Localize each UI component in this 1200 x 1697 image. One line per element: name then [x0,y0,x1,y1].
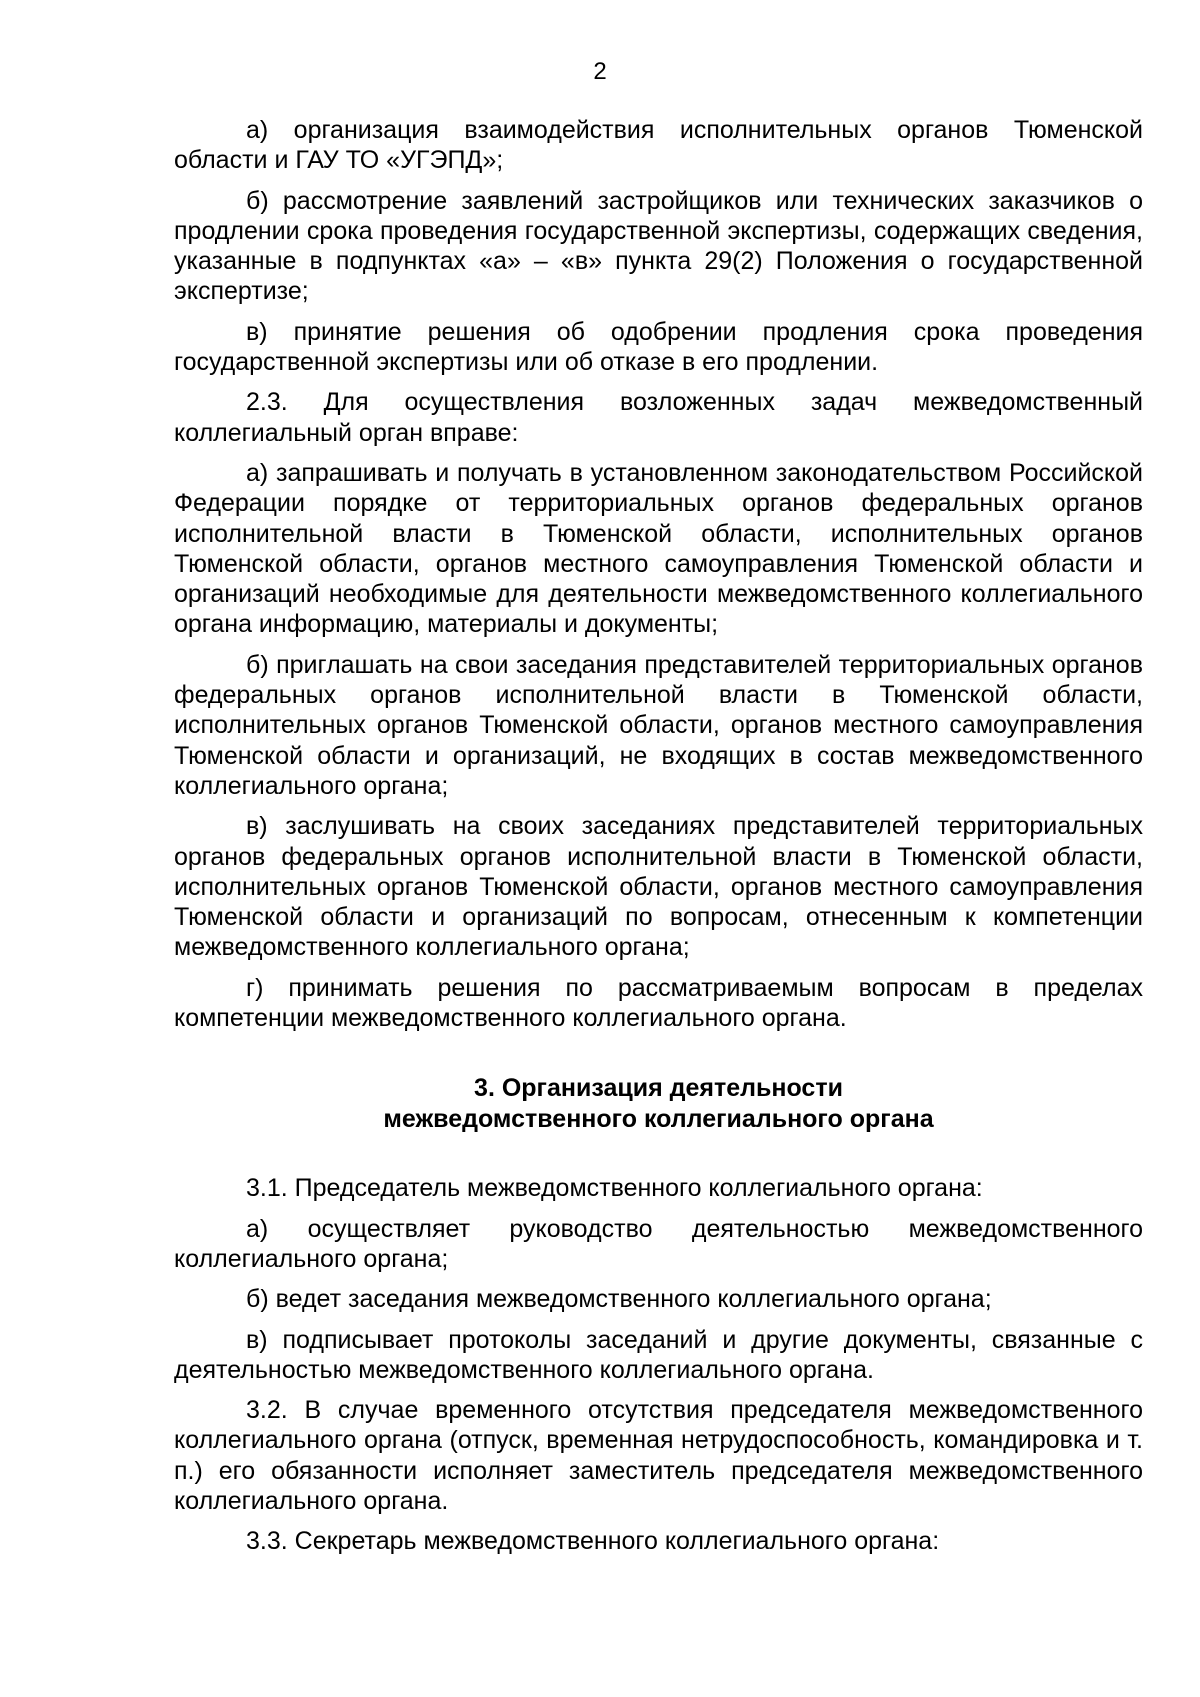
paragraph-3-2: 3.2. В случае временного отсутствия председателя межведомственного коллегиального органа (отпуск, временная нетрудоспособность, командировка и т. п.) его обязанности исполняет заместитель председателя межведомственного коллегиального органа. [174,1396,1143,1515]
page-number: 2 [593,58,607,85]
paragraph-2-2-a: а) организация взаимодействия исполнительных органов Тюменской области и ГАУ ТО «УГЭПД»; [174,116,1143,175]
paragraph-2-3-b: б) приглашать на свои заседания представителей территориальных органов федеральных органов исполнительной власти в Тюменской области, исполнительных органов Тюменской области, органов местного самоуправления Тюменской области и организаций, не входящих в состав межведомственного коллегиального органа; [174,650,1143,800]
paragraph-3-1: 3.1. Председатель межведомственного коллегиального органа: [246,1174,983,1203]
paragraph-2-2-b: б) рассмотрение заявлений застройщиков или технических заказчиков о продлении срока проведения государственной экспертизы, содержащих сведения, указанные в подпунктах «а» – «в» пункта 29(2) Положения о государственной экспертизе; [174,186,1143,306]
paragraph-2-3: 2.3. Для осуществления возложенных задач межведомственный коллегиальный орган вправе: [174,388,1143,447]
paragraph-3-1-a: а) осуществляет руководство деятельностью межведомственного коллегиального органа; [174,1214,1143,1273]
paragraph-2-3-g: г) принимать решения по рассматриваемым вопросам в пределах компетенции межведомственного коллегиального органа. [174,973,1143,1033]
paragraph-2-2-v: в) принятие решения об одобрении продления срока проведения государственной экспертизы или об отказе в его продлении. [174,317,1143,377]
paragraph-3-3: 3.3. Секретарь межведомственного коллегиального органа: [246,1527,940,1556]
paragraph-2-3-a: а) запрашивать и получать в установленном законодательством Российской Федерации порядке от территориальных органов федеральных органов исполнительной власти в Тюменской области, исполнительных органов Тюменской области, органов местного самоуправления Тюменской области и организаций необходимые для деятельности межведомственного коллегиального органа информацию, материалы и документы; [174,458,1143,639]
paragraph-3-1-v: в) подписывает протоколы заседаний и другие документы, связанные с деятельностью межведомственного коллегиального органа. [174,1325,1143,1384]
paragraph-3-1-b: б) ведет заседания межведомственного коллегиального органа; [246,1285,992,1314]
section-heading-line-1: 3. Организация деятельности [474,1074,843,1103]
document-body [174,115,1143,1567]
section-3-heading [174,1073,1143,1135]
section-heading-line-2: межведомственного коллегиального органа [383,1105,934,1134]
paragraph-2-3-v: в) заслушивать на своих заседаниях представителей территориальных органов федеральных органов исполнительной власти в Тюменской области, исполнительных органов Тюменской области, органов местного самоуправления Тюменской области и организаций по вопросам, отнесенным к компетенции межведомственного коллегиального органа; [174,812,1143,962]
